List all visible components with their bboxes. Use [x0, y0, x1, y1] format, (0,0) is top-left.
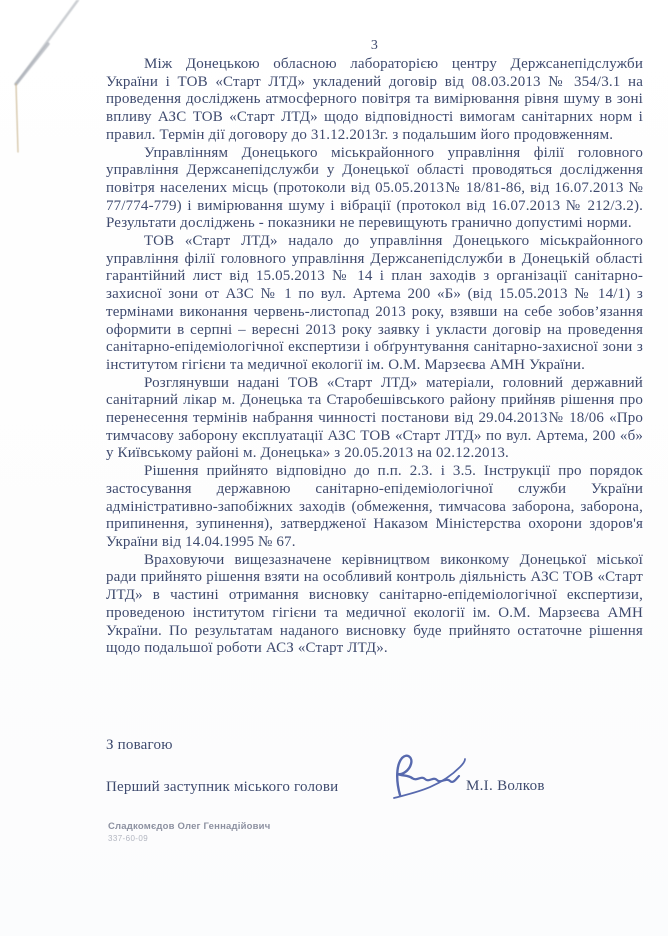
- paragraph-special-control: Враховуючи вищезазначене керівництвом виконкому Донецької міської ради прийнято рішення взяти на особливий контроль діяльність АЗС ТОВ «Старт ЛТД» в частині отримання висновку санітарно-епідеміологічної експертизи, проведеною інститутом гігієни та медичної екології ім. О.М. Марзеєва АМН України. По результатам наданого висновку буде прийнято остаточне рішення щодо подальшої роботи АСЗ «Старт ЛТД».: [106, 551, 643, 657]
- signer-name: М.І. Волков: [466, 778, 545, 794]
- page-number: 3: [370, 38, 379, 53]
- document-body: [106, 56, 643, 658]
- executor-footer: [108, 821, 270, 843]
- paragraph-decision-postpone: Розглянувши надані ТОВ «Старт ЛТД» матеріали, головний державний санітарний лікар м. Донецька та Старобешівського району прийняв рішення про перенесення термінів набрання чинності постанови від 29.04.2013№ 18/06 «Про тимчасову заборону експлуатації АЗС ТОВ «Старт ЛТД» по вул. Артема, 200 «б» у Київському районі м. Донецька» з 20.05.2013 на 02.12.2013.: [106, 374, 643, 462]
- executor-name: Сладкомєдов Олег Геннадійович: [108, 821, 271, 832]
- signer-title: Перший заступник міського голови: [106, 779, 339, 795]
- paragraph-lab-agreement: Між Донецькою обласною лабораторією центру Держсанепідслужби України і ТОВ «Старт ЛТД» укладений договір від 08.03.2013 № 354/3.1 на проведення досліджень атмосферного повітря та вимірювання рівня шуму в зоні впливу АЗС ТОВ «Старт ЛТД» щодо відповідності вимогам санітарних норм і правил. Термін дії договору до 31.12.2013г. з подальшим його продовженням.: [106, 56, 643, 143]
- closing-salutation: З повагою: [106, 737, 173, 753]
- paragraph-instruction-basis: Рішення прийнято відповідно до п.п. 2.3. і 3.5. Інструкції про порядок застосування державною санітарно-епідеміологічної служби України адміністративно-запобіжних заходів (обмеження, тимчасова заборона, заборона, припинення, зупинення), затвердженої Наказом Міністерства охорони здоров'я України від 14.04.1995 № 67.: [106, 463, 643, 550]
- paragraph-air-research: Управлінням Донецького міськрайонного управління філії головного управління Держсанепідслужби у Донецької області проводяться дослідження повітря населених місць (протоколи від 05.05.2013№ 18/81-86, від 16.07.2013 № 77/774-779) і вимірювання шуму і вібрації (протокол від 16.07.2013 № 212/3.2). Результати досліджень - показники не перевищують гранично допустимі норми.: [106, 144, 643, 232]
- executor-phone: 337-60-09: [108, 834, 149, 843]
- paragraph-guarantee-letter: ТОВ «Старт ЛТД» надало до управління Донецького міськрайонного управління філії головного управління Держсанепідслужби в Донецькій області гарантійний лист від 15.05.2013 № 14 і план заходів з організації санітарно-захисної зони от АЗС № 1 по вул. Артема 200 «Б» (від 15.05.2013 № 14/1) з термінами виконання червень-листопад 2013 року, взявши на себе зобов’язання оформити в серпні – вересні 2013 року заявку і укласти договір на проведення санітарно-епідеміологічної експертизи і обґрунтування санітарно-захисної зони з інститутом гігієни та медичної екології ім. О.М. Марзеєва АМН України.: [106, 233, 643, 373]
